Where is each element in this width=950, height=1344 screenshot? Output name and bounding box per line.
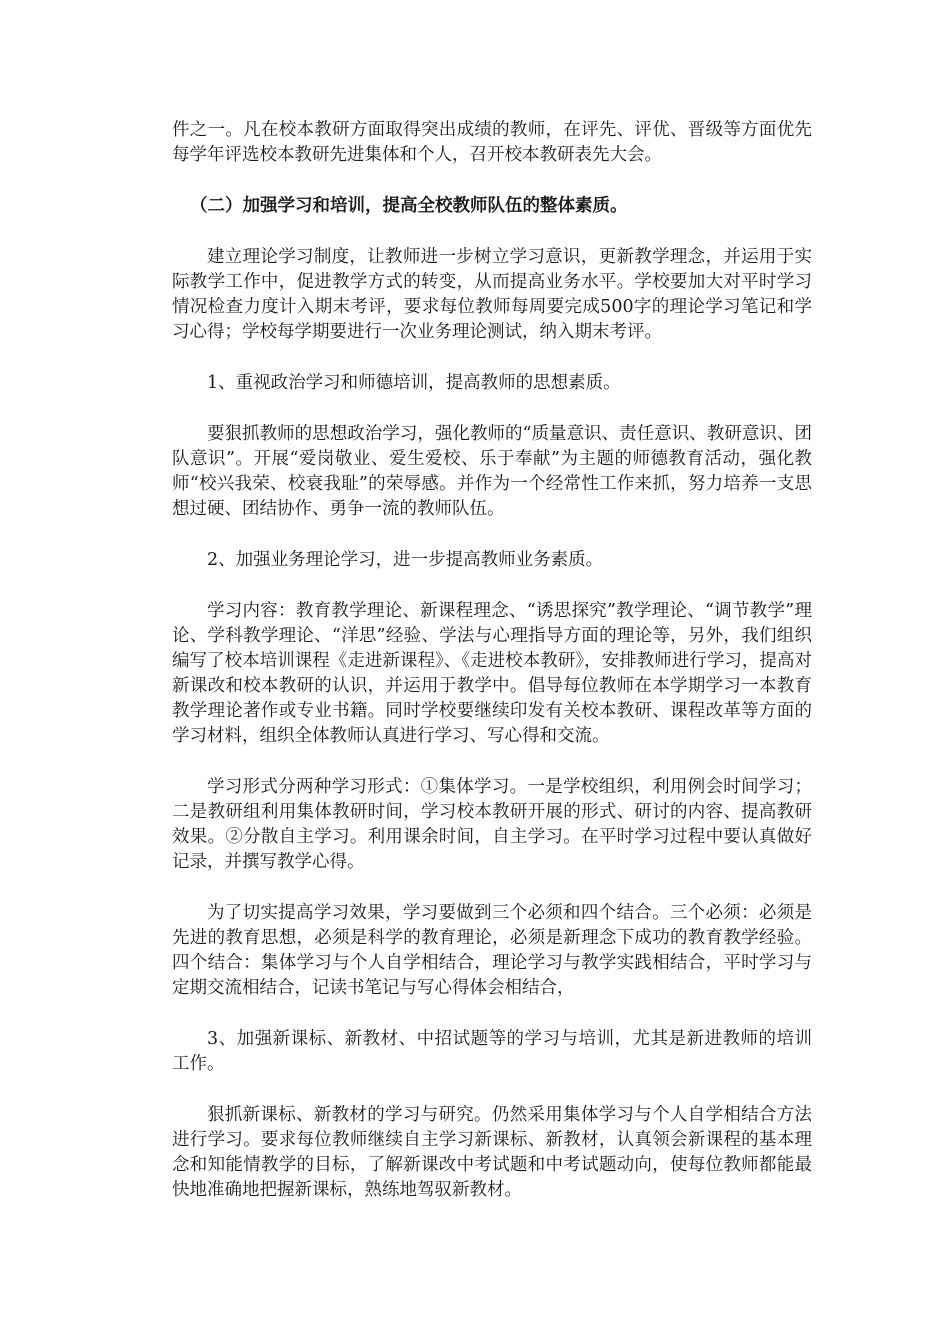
paragraph: 要狠抓教师的思想政治学习，强化教师的“质量意识、责任意识、教研意识、团队意识”。开展“爱岗敬业、爱生爱校、乐于奉献”为主题的师德教育活动，强化教师“校兴我荣、校衰我耻”的荣辱感。并作为一个经常性工作来抓，努力培养一支思想过硬、团结协作、勇争一流的教师队伍。 <box>172 424 812 519</box>
subsection-title: 1、重视政治学习和师德培训，提高教师的思想素质。 <box>207 373 621 393</box>
paragraph: 狠抓新课标、新教材的学习与研究。仍然采用集体学习与个人自学相结合方法进行学习。要求每位教师继续自主学习新课标、新教材，认真领会新课程的基本理念和知能情教学的目标，了解新课改中考试题和中考试题动向，使每位教师都能最快地准确地把握新课标，熟练地驾驭新教材。 <box>172 1105 812 1200</box>
subsection-title: 2、加强业务理论学习，进一步提高教师业务素质。 <box>207 550 604 570</box>
paragraph: 为了切实提高学习效果，学习要做到三个必须和四个结合。三个必须：必须是先进的教育思想，必须是科学的教育理论，必须是新理念下成功的教育教学经验。四个结合：集体学习与个人自学相结合，理论学习与教学实践相结合，平时学习与定期交流相结合，记读书笔记与写心得体会相结合， <box>172 903 812 998</box>
subsection-title: 3、加强新课标、新教材、中招试题等的学习与培训，尤其是新进教师的培训工作。 <box>172 1029 812 1074</box>
section-heading: （二）加强学习和培训，提高全校教师队伍的整体素质。 <box>190 196 628 216</box>
paragraph: 学习形式分两种学习形式：①集体学习。一是学校组织，利用例会时间学习；二是教研组利用集体教研时间，学习校本教研开展的形式、研讨的内容、提高教研效果。②分散自主学习。利用课余时间，自主学习。在平时学习过程中要认真做好记录，并撰写教学心得。 <box>172 777 812 872</box>
paragraph: 建立理论学习制度，让教师进一步树立学习意识，更新教学理念，并运用于实际教学工作中，促进教学方式的转变，从而提高业务水平。学校要加大对平时学习情况检查力度计入期末考评，要求每位教师每周要完成500字的理论学习笔记和学习心得；学校每学期要进行一次业务理论测试，纳入期末考评。 <box>172 247 812 342</box>
paragraph: 学习内容：教育教学理论、新课程理念、“诱思探究”教学理论、“调节教学”理论、学科教学理论、“洋思”经验、学法与心理指导方面的理论等，另外，我们组织编写了校本培训课程《走进新课程》、《走进校本教研》，安排教师进行学习，提高对新课改和校本教研的认识，并运用于教学中。倡导每位教师在本学期学习一本教育教学理论著作或专业书籍。同时学校要继续印发有关校本教研、课程改革等方面的学习材料，组织全体教师认真进行学习、写心得和交流。 <box>172 601 812 746</box>
document-body <box>172 118 812 1229</box>
paragraph-continuation: 件之一。凡在校本教研方面取得突出成绩的教师，在评先、评优、晋级等方面优先每学年评选校本教研先进集体和个人，召开校本教研表先大会。 <box>172 120 812 165</box>
